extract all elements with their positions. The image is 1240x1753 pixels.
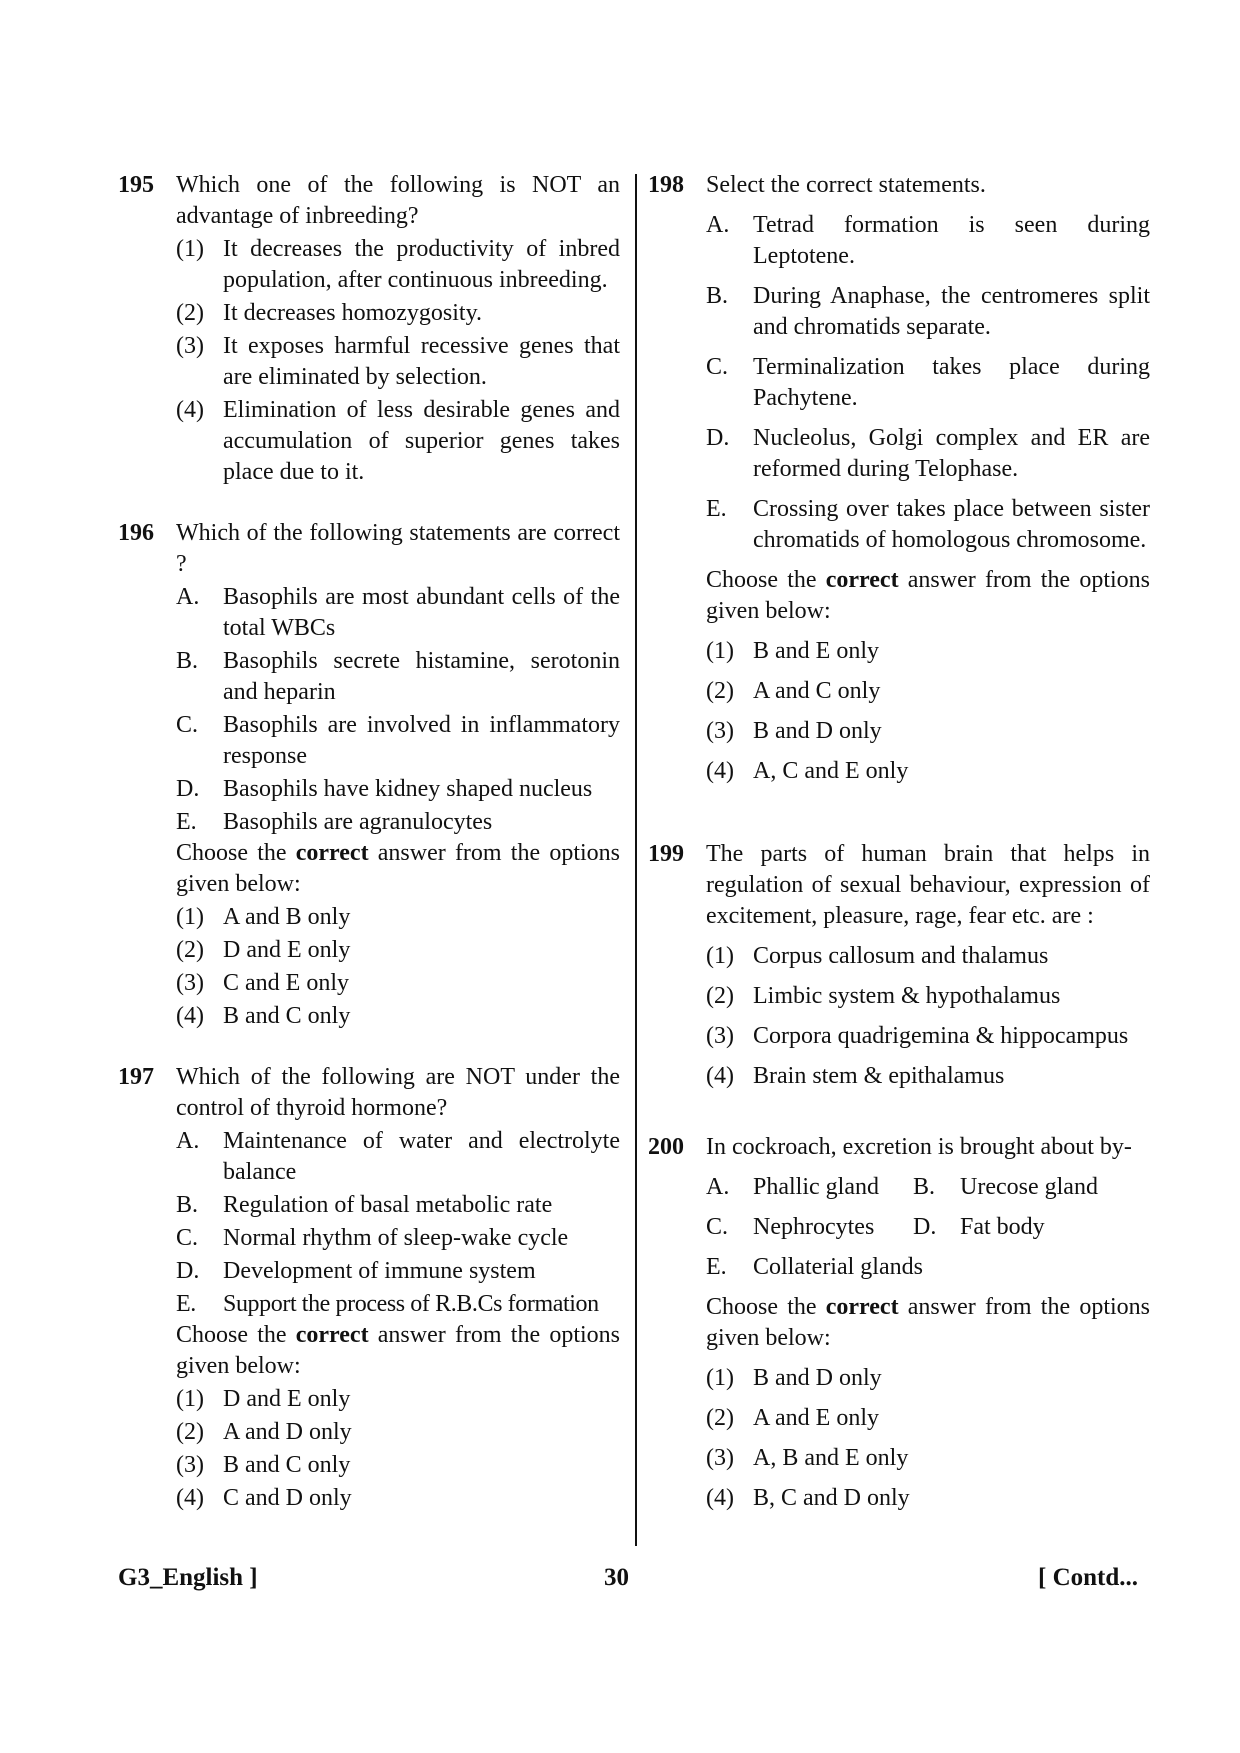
answer-option-4[interactable]: (4) C and D only [176,1485,352,1511]
question-number: 198 [648,172,684,198]
answer-option-1[interactable]: (1) It decreases the productivity of inbred population, after continuous inbreeding. [176,236,620,293]
statement-a: A. Phallic gland [706,1174,879,1200]
footer-continued: [ Contd... [1038,1564,1139,1591]
question-stem: In cockroach, excretion is brought about by- [706,1134,1132,1160]
answer-option-2[interactable]: (2) A and E only [706,1405,879,1431]
question-number: 199 [648,841,684,867]
answer-option-4[interactable]: (4) B, C and D only [706,1485,910,1511]
question-199 [648,839,1150,1092]
answer-option-2[interactable]: (2) A and C only [706,678,881,704]
answer-option-1[interactable]: (1) A and B only [176,904,351,930]
statement-b: B. Regulation of basal metabolic rate [176,1192,553,1218]
answer-option-2[interactable]: (2) D and E only [176,937,351,963]
choose-instruction: Choose the correct answer from the options given below: [706,1294,1150,1351]
statement-a: A. Tetrad formation is seen during Leptotene. [706,212,1150,269]
footer-page-number: 30 [604,1564,629,1591]
statement-c: C. Terminalization takes place during Pachytene. [706,354,1150,411]
statement-row-cd [706,1203,1150,1243]
left-column [118,170,620,1514]
answer-option-3[interactable]: (3) B and C only [176,1452,351,1478]
statement-b: B. Urecose gland [913,1174,1098,1200]
statement-e: E. Crossing over takes place between sister chromatids of homologous chromosome. [706,496,1150,553]
footer-paper-code: G3_English ] [118,1564,258,1591]
right-column [648,170,1150,1514]
answer-option-4[interactable]: (4) Brain stem & epithalamus [706,1063,1005,1089]
question-stem: Select the correct statements. [706,172,986,198]
statement-d: D. Nucleolus, Golgi complex and ER are reformed during Telophase. [706,425,1150,482]
choose-instruction: Choose the correct answer from the options given below: [176,840,620,897]
statement-a: A. Basophils are most abundant cells of the total WBCs [176,584,620,641]
statement-e: E. Support the process of R.B.Cs formation [176,1291,599,1317]
question-200 [648,1132,1150,1514]
question-number: 196 [118,520,154,546]
question-number: 197 [118,1064,154,1090]
statement-row-ab [706,1163,1150,1203]
question-197 [118,1062,620,1514]
statement-e: E. Collaterial glands [706,1254,923,1280]
answer-option-3[interactable]: (3) A, B and E only [706,1445,909,1471]
answer-option-4[interactable]: (4) B and C only [176,1003,351,1029]
question-195 [118,170,620,488]
answer-option-1[interactable]: (1) D and E only [176,1386,351,1412]
choose-instruction: Choose the correct answer from the options given below: [706,567,1150,624]
statement-c: C. Basophils are involved in inflammatory response [176,712,620,769]
answer-option-2[interactable]: (2) Limbic system & hypothalamus [706,983,1061,1009]
column-divider [635,174,637,1546]
answer-option-3[interactable]: (3) Corpora quadrigemina & hippocampus [706,1023,1129,1049]
answer-option-2[interactable]: (2) It decreases homozygosity. [176,300,483,326]
answer-option-3[interactable]: (3) It exposes harmful recessive genes that are eliminated by selection. [176,333,620,390]
answer-option-3[interactable]: (3) C and E only [176,970,349,996]
statement-d: D. Fat body [913,1214,1045,1240]
answer-option-1[interactable]: (1) B and E only [706,638,879,664]
question-196 [118,518,620,1032]
question-stem: Which of the following are NOT under the control of thyroid hormone? [176,1064,620,1121]
answer-option-4[interactable]: (4) A, C and E only [706,758,909,784]
question-stem: The parts of human brain that helps in regulation of sexual behaviour, expression of excitement, pleasure, rage, fear etc. are : [706,841,1150,929]
statement-d: D. Development of immune system [176,1258,536,1284]
question-198 [648,170,1150,787]
answer-option-4[interactable]: (4) Elimination of less desirable genes and accumulation of superior genes takes place due to it. [176,397,620,485]
statement-a: A. Maintenance of water and electrolyte balance [176,1128,620,1185]
answer-option-3[interactable]: (3) B and D only [706,718,882,744]
answer-option-1[interactable]: (1) B and D only [706,1365,882,1391]
answer-option-1[interactable]: (1) Corpus callosum and thalamus [706,943,1049,969]
question-stem: Which one of the following is NOT an advantage of inbreeding? [176,172,620,229]
statement-e: E. Basophils are agranulocytes [176,809,493,835]
question-number: 200 [648,1134,684,1160]
question-number: 195 [118,172,154,198]
question-stem: Which of the following statements are correct ? [176,520,620,577]
choose-instruction: Choose the correct answer from the options given below: [176,1322,620,1379]
statement-b: B. Basophils secrete histamine, serotonin and heparin [176,648,620,705]
statement-b: B. During Anaphase, the centromeres split and chromatids separate. [706,283,1150,340]
statement-d: D. Basophils have kidney shaped nucleus [176,776,593,802]
answer-option-2[interactable]: (2) A and D only [176,1419,352,1445]
statement-c: C. Normal rhythm of sleep-wake cycle [176,1225,569,1251]
statement-c: C. Nephrocytes [706,1214,875,1240]
